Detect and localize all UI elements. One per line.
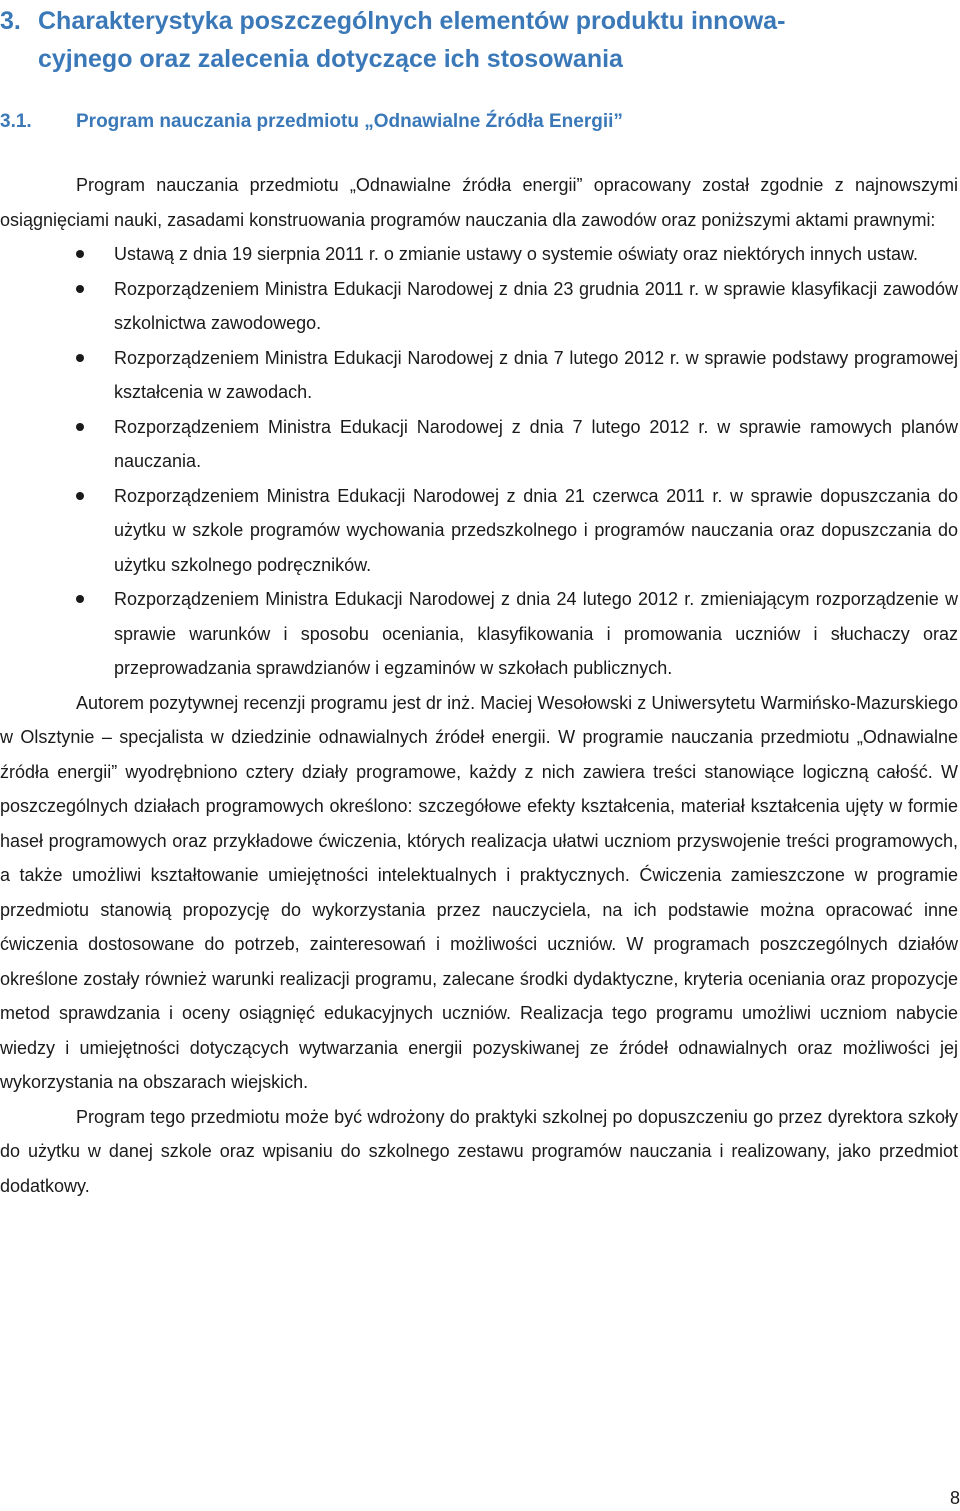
list-item-text: Rozporządzeniem Ministra Edukacji Narodowej z dnia 7 lutego 2012 r. w sprawie ramowych planów nauczania. xyxy=(114,416,958,471)
subsection-heading xyxy=(0,109,623,135)
bullet-icon xyxy=(76,354,84,362)
bullet-icon xyxy=(76,250,84,258)
list-item xyxy=(0,479,958,583)
list-item xyxy=(0,582,958,686)
section-title-line1: Charakterystyka poszczególnych elementów produktu innowa- xyxy=(38,7,786,35)
closing-paragraph: Program tego przedmiotu może być wdrożony do praktyki szkolnej po dopuszczeniu go przez dyrektora szkoły do użytku w danej szkole oraz wpisaniu do szkolnego zestawu programów nauczania i realizowany, jako przedmiot dodatkowy. xyxy=(0,1106,958,1196)
review-paragraph: Autorem pozytywnej recenzji programu jest dr inż. Maciej Wesołowski z Uniwersytetu Warmińsko-Mazurskiego w Olsztynie – specjalista w dziedzinie odnawialnych źródeł energii. W programie nauczania przedmiotu „Odnawialne źródła energii” wyodrębniono cztery działy programowe, każdy z nich zawiera treści stanowiące logiczną całość. W poszczególnych działach programowych określono: szczegółowe efekty kształcenia, materiał kształcenia ujęty w formie haseł programowych oraz przykładowe ćwiczenia, których realizacja ułatwi uczniom przyswojenie treści programowych, a także umożliwi kształtowanie umiejętności intelektualnych i praktycznych. Ćwiczenia zamieszczone w programie przedmiotu stanowią propozycję do wykorzystania przez nauczyciela, na ich podstawie można opracować inne ćwiczenia dostosowane do potrzeb, zainteresowań i możliwości uczniów. W programach poszczególnych działów określone zostały również warunki realizacji programu, zalecane środki dydaktyczne, kryteria oceniania oraz propozycje metod sprawdzania i oceny osiągnięć edukacyjnych uczniów. Realizacja tego programu umożliwi uczniom nabycie wiedzy i umiejętności dotyczących wytwarzania energii pozyskiwanej ze źródeł odnawialnych oraz możliwości jej wykorzystania na obszarach wiejskich. xyxy=(0,692,958,1092)
intro-paragraph: Program nauczania przedmiotu „Odnawialne źródła energii” opracowany został zgodnie z najnowszymi osiągnięciami nauki, zasadami konstruowania programów nauczania dla zawodów oraz poniższymi aktami prawnymi: xyxy=(0,175,958,230)
list-item xyxy=(0,272,958,341)
list-item-text: Rozporządzeniem Ministra Edukacji Narodowej z dnia 7 lutego 2012 r. w sprawie podstawy programowej kształcenia w zawodach. xyxy=(114,347,958,402)
bullet-icon xyxy=(76,285,84,293)
list-item-text: Ustawą z dnia 19 sierpnia 2011 r. o zmianie ustawy o systemie oświaty oraz niektórych innych ustaw. xyxy=(114,244,919,264)
list-item xyxy=(0,237,958,272)
list-item-text: Rozporządzeniem Ministra Edukacji Narodowej z dnia 24 lutego 2012 r. zmieniającym rozporządzenie w sprawie warunków i sposobu oceniania, klasyfikowania i promowania uczniów i słuchaczy oraz przeprowadzania sprawdzianów i egzaminów w szkołach publicznych. xyxy=(114,589,958,678)
section-number: 3. xyxy=(0,7,21,35)
document-body xyxy=(0,168,958,1203)
section-title-line2: cyjnego oraz zalecenia dotyczące ich stosowania xyxy=(38,45,623,73)
bullet-icon xyxy=(76,423,84,431)
bullet-icon xyxy=(76,492,84,500)
list-item-text: Rozporządzeniem Ministra Edukacji Narodowej z dnia 23 grudnia 2011 r. w sprawie klasyfikacji zawodów szkolnictwa zawodowego. xyxy=(114,278,958,333)
legal-acts-list xyxy=(0,237,958,686)
list-item-text: Rozporządzeniem Ministra Edukacji Narodowej z dnia 21 czerwca 2011 r. w sprawie dopuszczania do użytku w szkole programów wychowania przedszkolnego i programów nauczania oraz dopuszczania do użytku szkolnego podręczników. xyxy=(114,485,958,575)
page-number: 8 xyxy=(949,1488,960,1508)
list-item xyxy=(0,341,958,410)
subsection-title: Program nauczania przedmiotu „Odnawialne Źródła Energii” xyxy=(76,111,623,132)
bullet-icon xyxy=(76,595,84,603)
section-heading xyxy=(0,2,940,78)
subsection-number: 3.1. xyxy=(0,111,32,132)
list-item xyxy=(0,410,958,479)
